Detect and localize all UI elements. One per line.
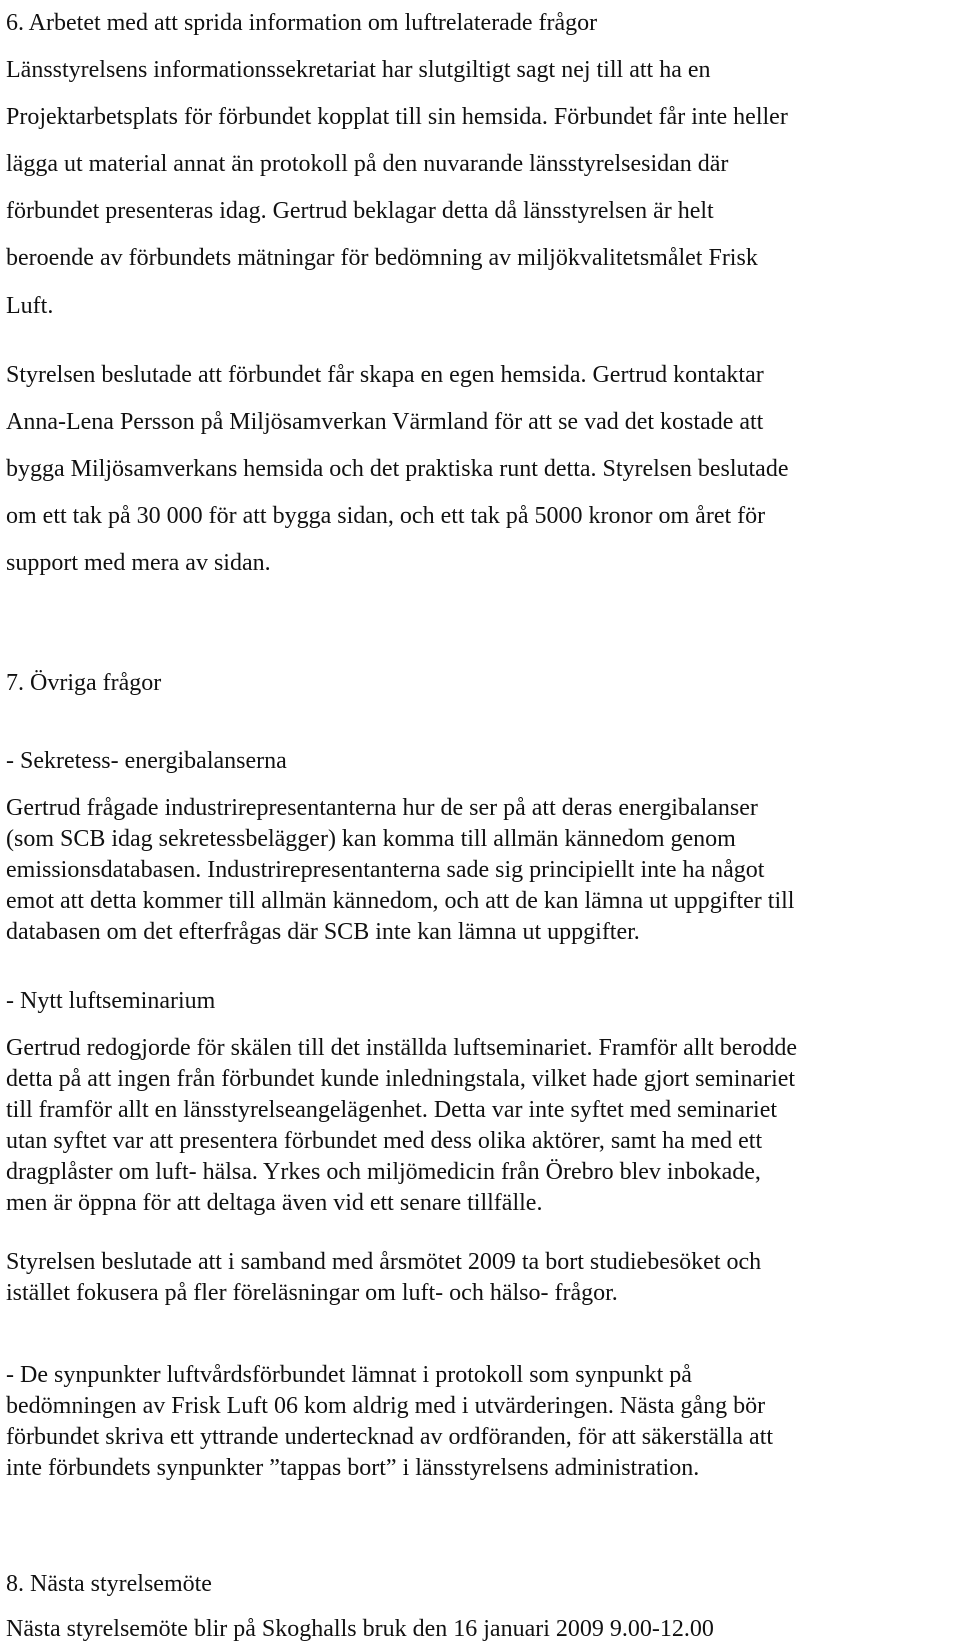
section-6-decision-paragraph <box>6 352 954 587</box>
paragraph-line: bygga Miljösamverkans hemsida och det praktiska runt detta. Styrelsen beslutade <box>6 456 789 483</box>
paragraph-line: förbundet skriva ett yttrande undertecknad av ordföranden, för att säkerställa att <box>6 1424 774 1450</box>
paragraph-line: Styrelsen beslutade att i samband med årsmötet 2009 ta bort studiebesöket och <box>6 1249 762 1275</box>
paragraph-line: bedömningen av Frisk Luft 06 kom aldrig med i utvärderingen. Nästa gång bör <box>6 1393 766 1419</box>
paragraph-line: detta på att ingen från förbundet kunde inledningstala, vilket hade gjort seminariet <box>6 1066 796 1092</box>
paragraph-line: Anna-Lena Persson på Miljösamverkan Värmland för att se vad det kostade att <box>6 409 764 436</box>
paragraph-line: förbundet presenteras idag. Gertrud beklagar detta då länsstyrelsen är helt <box>6 198 714 225</box>
paragraph-line: emot att detta kommer till allmän kännedom, och att de kan lämna ut uppgifter till <box>6 888 795 914</box>
section-heading: 8. Nästa styrelsemöte <box>6 1571 212 1597</box>
paragraph-line: Gertrud redogjorde för skälen till det inställda luftseminariet. Framför allt berodde <box>6 1035 798 1061</box>
paragraph-line: support med mera av sidan. <box>6 550 271 577</box>
seminar-paragraph <box>6 1033 954 1219</box>
paragraph-line: Nästa styrelsemöte blir på Skoghalls bruk den 16 januari 2009 9.00-12.00 <box>6 1616 714 1642</box>
viewpoints-paragraph <box>6 1360 954 1484</box>
section-8-heading <box>6 1569 954 1600</box>
paragraph-line: istället fokusera på fler föreläsningar om luft- och hälso- frågor. <box>6 1280 618 1306</box>
paragraph-line: - De synpunkter luftvårdsförbundet lämnat i protokoll som synpunkt på <box>6 1362 692 1388</box>
paragraph-line: utan syftet var att presentera förbundet med dess olika aktörer, samt ha med ett <box>6 1128 763 1154</box>
paragraph-line: inte förbundets synpunkter ”tappas bort” i länsstyrelsens administration. <box>6 1455 700 1481</box>
paragraph-line: Styrelsen beslutade att förbundet får skapa en egen hemsida. Gertrud kontaktar <box>6 362 764 388</box>
section-8-paragraph <box>6 1614 954 1645</box>
section-6-paragraph <box>6 0 954 330</box>
secrecy-paragraph <box>6 793 954 948</box>
paragraph-line: emissionsdatabasen. Industrirepresentanterna sade sig principiellt inte ha något <box>6 857 765 883</box>
paragraph-line: beroende av förbundets mätningar för bedömning av miljökvalitetsmålet Frisk <box>6 245 758 272</box>
section-7-heading <box>6 663 161 703</box>
paragraph-line: till framför allt en länsstyrelseangelägenhet. Detta var inte syftet med seminariet <box>6 1097 778 1123</box>
subheading: - Sekretess- energibalanserna <box>6 748 287 774</box>
paragraph-line: Projektarbetsplats för förbundet kopplat till sin hemsida. Förbundet får inte heller <box>6 104 788 131</box>
paragraph-line: Luft. <box>6 292 54 319</box>
secrecy-subheading <box>6 746 954 777</box>
paragraph-line: (som SCB idag sekretessbelägger) kan komma till allmän kännedom genom <box>6 826 736 852</box>
section-6-heading: 6. Arbetet med att sprida information om luftrelaterade frågor <box>6 10 598 36</box>
paragraph-line: om ett tak på 30 000 för att bygga sidan, och ett tak på 5000 kronor om året för <box>6 503 766 530</box>
paragraph-line: databasen om det efterfrågas där SCB inte kan lämna ut uppgifter. <box>6 919 640 945</box>
paragraph-line: dragplåster om luft- hälsa. Yrkes och miljömedicin från Örebro blev inbokade, <box>6 1159 761 1185</box>
paragraph-line: men är öppna för att deltaga även vid ett senare tillfälle. <box>6 1190 543 1216</box>
subheading: - Nytt luftseminarium <box>6 988 216 1014</box>
paragraph-line: Gertrud frågade industrirepresentanterna hur de ser på att deras energibalanser <box>6 795 758 821</box>
paragraph-line: Länsstyrelsens informationssekretariat har slutgiltigt sagt nej till att ha en <box>6 57 711 84</box>
section-heading: 7. Övriga frågor <box>6 670 162 696</box>
paragraph-line: lägga ut material annat än protokoll på den nuvarande länsstyrelsesidan där <box>6 151 729 178</box>
seminar-decision-paragraph <box>6 1247 954 1309</box>
seminar-subheading <box>6 986 954 1017</box>
